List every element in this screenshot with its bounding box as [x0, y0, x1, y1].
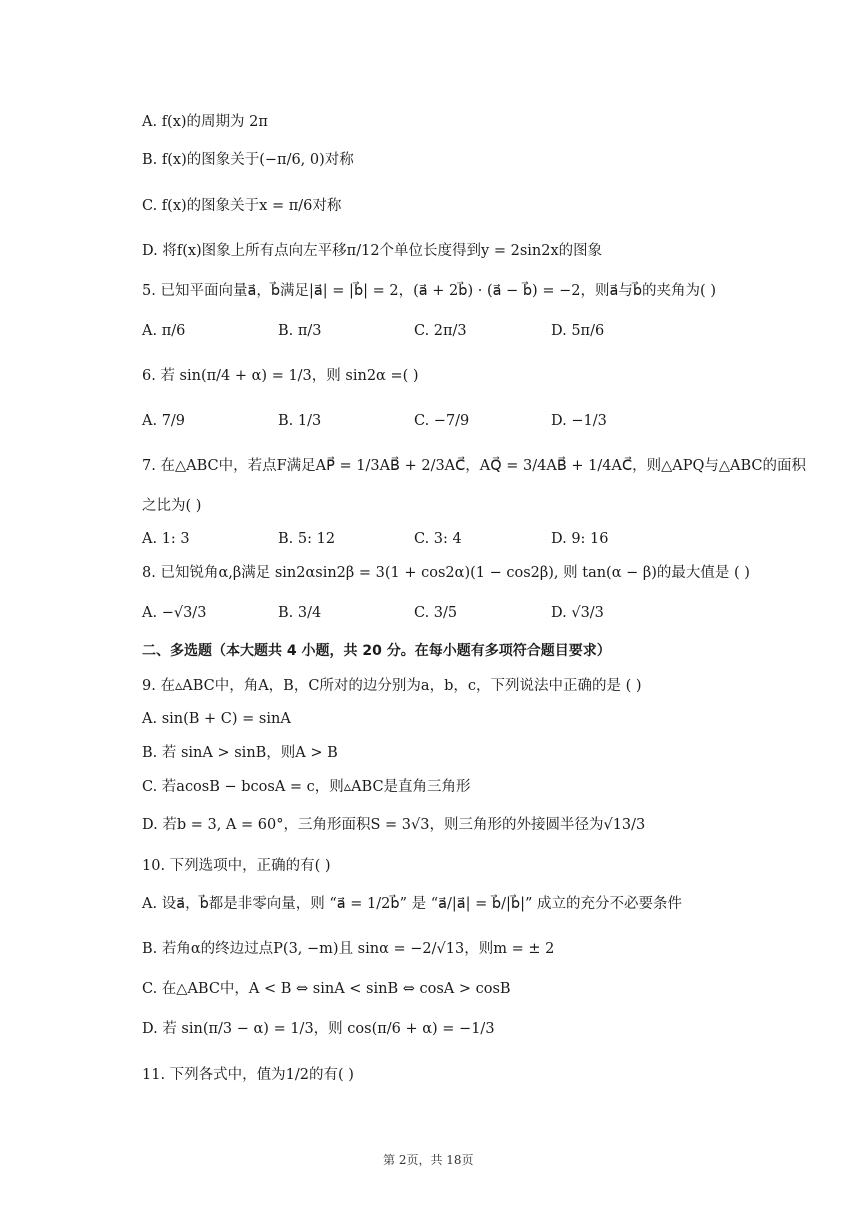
q8-option-a: A. −√3/3: [142, 605, 207, 621]
q6-option-c: C. −7/9: [414, 413, 470, 429]
q5-option-a: A. π/6: [142, 323, 186, 339]
q9-option-d: D. 若b = 3, A = 60°，三角形面积S = 3√3，则三角形的外接圆半径为√13/3: [142, 817, 646, 833]
question-7: 7. 在△ABC中，若点F满足AP⃗ = 1/3AB⃗ + 2/3AC⃗，AQ⃗ = 3/4AB⃗ + 1/4AC⃗，则△APQ与△ABC的面积: [142, 458, 806, 474]
question-9: 9. 在▵ABC中，角A，B，C所对的边分别为a，b，c，下列说法中正确的是 ( ): [142, 678, 642, 694]
q4-option-b: B. f(x)的图象关于(−π/6, 0)对称: [142, 152, 354, 168]
page-footer: 第 2页，共 18页: [383, 1153, 474, 1167]
q7-option-c: C. 3: 4: [414, 531, 462, 547]
q5-option-c: C. 2π/3: [414, 323, 467, 339]
q4-option-c: C. f(x)的图象关于x = π/6对称: [142, 198, 342, 214]
q6-option-b: B. 1/3: [278, 413, 322, 429]
q5-option-b: B. π/3: [278, 323, 322, 339]
question-11: 11. 下列各式中，值为1/2的有( ): [142, 1067, 354, 1083]
q4-option-d: D. 将f(x)图象上所有点向左平移π/12个单位长度得到y = 2sin2x的图象: [142, 243, 603, 259]
q8-option-d: D. √3/3: [551, 605, 604, 621]
q10-option-d: D. 若 sin(π/3 − α) = 1/3，则 cos(π/6 + α) = −1/3: [142, 1021, 495, 1037]
q8-option-b: B. 3/4: [278, 605, 322, 621]
q10-option-c: C. 在△ABC中，A < B ⇔ sinA < sinB ⇔ cosA > cosB: [142, 981, 511, 997]
question-7-cont: 之比为( ): [142, 498, 202, 514]
question-6: 6. 若 sin(π/4 + α) = 1/3，则 sin2α =( ): [142, 368, 419, 384]
q10-option-a: A. 设a⃗，b⃗都是非零向量，则 “a⃗ = 1/2b⃗” 是 “a⃗/|a⃗| = b⃗/|b⃗|” 成立的充分不必要条件: [142, 896, 683, 912]
q9-option-c: C. 若acosB − bcosA = c，则▵ABC是直角三角形: [142, 779, 471, 795]
q4-option-a: A. f(x)的周期为 2π: [142, 114, 268, 130]
q9-option-b: B. 若 sinA > sinB，则A > B: [142, 745, 338, 761]
q9-option-a: A. sin(B + C) = sinA: [142, 711, 291, 727]
q10-option-b: B. 若角α的终边过点P(3, −m)且 sinα = −2/√13，则m = ± 2: [142, 941, 555, 957]
question-8: 8. 已知锐角α,β满足 sin2αsin2β = 3(1 + cos2α)(1 − cos2β), 则 tan(α − β)的最大值是 ( ): [142, 565, 750, 581]
section-heading: 二、多选题（本大题共 4 小题，共 20 分。在每小题有多项符合题目要求）: [142, 643, 611, 659]
question-5: 5. 已知平面向量a⃗，b⃗满足|a⃗| = |b⃗| = 2，(a⃗ + 2b⃗) · (a⃗ − b⃗) = −2，则a⃗与b⃗的夹角为( ): [142, 283, 716, 299]
q5-option-d: D. 5π/6: [551, 323, 605, 339]
q6-option-a: A. 7/9: [142, 413, 186, 429]
question-10: 10. 下列选项中，正确的有( ): [142, 858, 331, 874]
q7-option-d: D. 9: 16: [551, 531, 609, 547]
q7-option-b: B. 5: 12: [278, 531, 336, 547]
q8-option-c: C. 3/5: [414, 605, 458, 621]
q7-option-a: A. 1: 3: [142, 531, 190, 547]
q6-option-d: D. −1/3: [551, 413, 607, 429]
